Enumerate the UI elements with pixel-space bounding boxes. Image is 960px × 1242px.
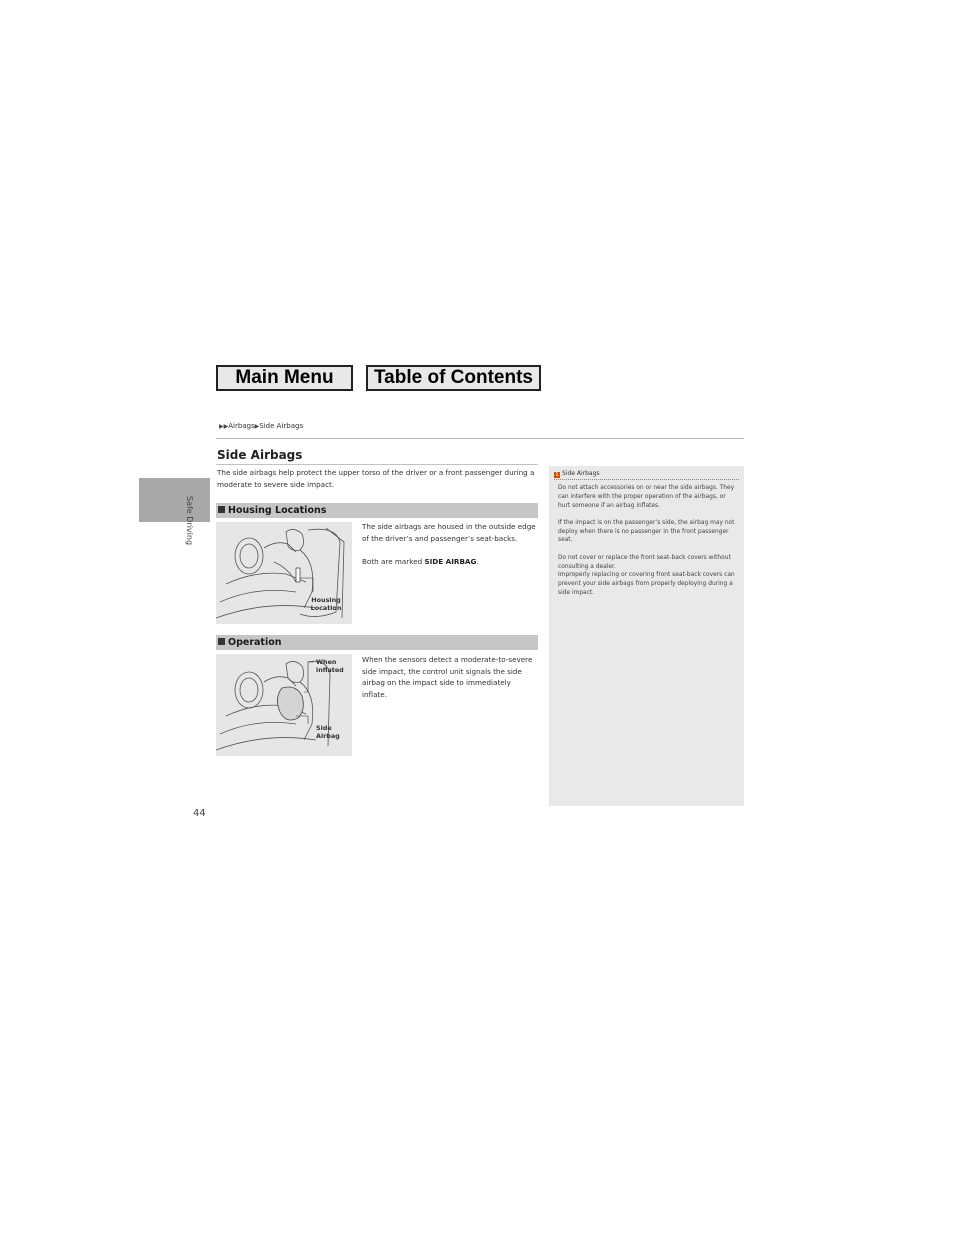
table-of-contents-button[interactable]: Table of Contents — [366, 365, 541, 391]
operation-header — [216, 635, 538, 650]
section-label: Safe Driving — [185, 496, 194, 546]
operation-header-label: Operation — [228, 637, 282, 648]
housing-marking-text: Both are marked SIDE AIRBAG. — [362, 556, 479, 566]
note-body — [558, 484, 738, 606]
main-menu-button[interactable]: Main Menu — [216, 365, 353, 391]
note-divider — [554, 479, 739, 480]
square-bullet-icon — [218, 506, 225, 513]
note-reference-icon: 1 — [555, 472, 559, 478]
breadcrumb-arrow-icon: ▶▶ — [219, 423, 229, 430]
intro-text: The side airbags help protect the upper torso of the driver or a front passenger during a moderate to severe side impact. — [217, 468, 535, 489]
page-number: 44 — [193, 808, 206, 819]
breadcrumb-arrow-icon: ▶ — [254, 423, 260, 430]
note-paragraph: If the impact is on the passenger’s side, the airbag may not deploy when there is no passenger in the front passenger seat. — [558, 519, 735, 544]
housing-header-label: Housing Locations — [228, 505, 327, 516]
operation-text: When the sensors detect a moderate-to-severe side impact, the control unit signals the side airbag on the impact side to immediately inflate. — [362, 655, 533, 699]
note-title: 1 Side Airbags — [555, 470, 600, 478]
side-airbags-note — [549, 466, 744, 806]
section-tab — [139, 478, 210, 522]
square-bullet-icon — [218, 638, 225, 645]
housing-locations-header — [216, 503, 538, 518]
side-airbag-label: Side Airbag — [316, 724, 340, 740]
housing-location-illustration — [216, 522, 352, 624]
note-paragraph: Do not cover or replace the front seat-back covers without consulting a dealer. Improperly replacing or covering front seat-back covers can prevent your side airbags from properly deploying during a side impact. — [558, 554, 735, 596]
airbag-operation-illustration — [216, 654, 352, 756]
when-inflated-label: When inflated — [316, 658, 344, 674]
operation-description — [362, 654, 538, 700]
side-airbag-marking: SIDE AIRBAG — [424, 556, 477, 566]
header-divider — [216, 438, 744, 439]
housing-description — [362, 521, 538, 567]
breadcrumb-item-airbags[interactable]: Airbags — [228, 422, 255, 430]
title-divider — [216, 464, 538, 465]
housing-location-label: Housing Location — [310, 596, 342, 612]
housing-text: The side airbags are housed in the outside edge of the driver’s and passenger’s seat-backs. — [362, 522, 536, 543]
breadcrumb — [219, 422, 303, 430]
note-paragraph: Do not attach accessories on or near the side airbags. They can interfere with the proper operation of the airbags, or hurt someone if an airbag inflates. — [558, 485, 735, 509]
page-title: Side Airbags — [217, 448, 303, 462]
breadcrumb-item-side-airbags: Side Airbags — [259, 422, 304, 430]
